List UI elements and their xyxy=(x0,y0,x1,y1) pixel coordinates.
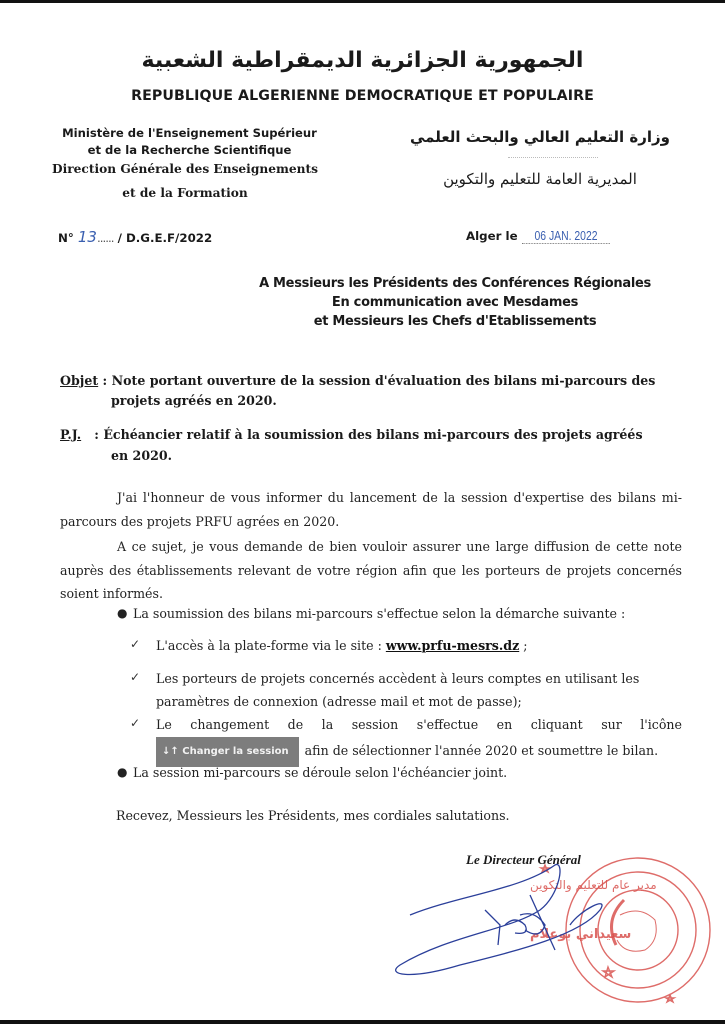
direction-name-line2: et de la Formation xyxy=(122,186,248,200)
bullet-text: La soumission des bilans mi-parcours s'effectue selon la démarche suivante : xyxy=(133,606,626,621)
addressee-line: A Messieurs les Présidents des Conférences Régionales xyxy=(259,276,651,291)
step-change-session: Le changement de la session s'effectue en cliquant sur l'icône xyxy=(156,717,682,732)
bullet-text: La session mi-parcours se déroule selon l'échéancier joint. xyxy=(133,765,508,780)
attachment-text-continued: en 2020. xyxy=(111,448,172,463)
arabic-direction-name: المديرية العامة للتعليم والتكوين xyxy=(443,170,637,188)
subject-text: Note portant ouverture de la session d'évaluation des bilans mi-parcours des xyxy=(111,373,656,388)
addressee-line: et Messieurs les Chefs d'Etablissements xyxy=(313,314,597,329)
step-text: L'accès à la plate-forme via le site : xyxy=(156,638,386,653)
step-text-end: ; xyxy=(519,638,528,653)
platform-link[interactable]: www.prfu-mesrs.dz xyxy=(385,638,520,653)
bullet-icon: ● xyxy=(117,765,128,779)
reference-suffix: / D.G.E.F/2022 xyxy=(117,231,213,245)
seal-star-icon xyxy=(603,967,614,977)
ministry-name-line2: et de la Recherche Scientifique xyxy=(87,143,292,157)
stamp-title-text: مدير عام للتعليم والتكوين xyxy=(530,878,657,892)
reference-prefix: N° xyxy=(58,231,74,245)
scan-top-edge xyxy=(0,0,725,3)
reference-handwritten-number: 13 xyxy=(77,228,97,246)
sort-arrows-icon: ↓↑ xyxy=(162,746,179,757)
letter-date xyxy=(466,228,632,244)
step-access xyxy=(156,634,682,657)
attachment-label: P.J. xyxy=(60,427,82,442)
signatory-title: Le Directeur Général xyxy=(466,852,581,867)
closing-salutation: Recevez, Messieurs les Présidents, mes cordiales salutations. xyxy=(116,808,510,823)
header-divider xyxy=(508,157,598,158)
change-session-label: Changer la session xyxy=(182,746,289,757)
arabic-republic-title: الجمهورية الجزائرية الديمقراطية الشعبية xyxy=(141,48,584,73)
checkmark-icon: ✓ xyxy=(130,670,141,684)
attachment-text: Échéancier relatif à la soumission des bilans mi-parcours des projets agréés xyxy=(103,427,643,442)
step-text: afin de sélectionner l'année 2020 et soumettre le bilan. xyxy=(304,743,659,758)
scan-bottom-edge xyxy=(0,1020,725,1024)
direction-name-line1: Direction Générale des Enseignements xyxy=(52,162,318,176)
step-login: Les porteurs de projets concernés accèdent à leurs comptes en utilisant les paramètres de connexion (adresse mail et mot de passe); xyxy=(156,671,640,709)
republic-title: REPUBLIQUE ALGERIENNE DEMOCRATIQUE ET POPULAIRE xyxy=(131,88,594,104)
addressee-line: En communication avec Mesdames xyxy=(331,295,579,310)
arabic-ministry-name: وزارة التعليم العالي والبحث العلمي xyxy=(409,128,671,146)
reference-dots: ...... xyxy=(96,231,114,245)
subject-label: Objet xyxy=(60,373,99,388)
step-change-session-continued xyxy=(156,737,682,767)
bullet-icon: ● xyxy=(117,606,128,620)
subject-line: Objet : Note portant ouverture de la session d'évaluation des bilans mi-parcours des xyxy=(60,373,656,388)
ministry-name-line1: Ministère de l'Enseignement Supérieur xyxy=(62,126,317,140)
signature-and-stamp xyxy=(380,855,725,1025)
paragraph-intro: J'ai l'honneur de vous informer du lancement de la session d'expertise des bilans mi-parcours des projets PRFU agrées en 2020. xyxy=(60,490,682,529)
date-stamp: 06 JAN. 2022 xyxy=(522,228,610,244)
date-label: Alger le xyxy=(466,229,518,243)
paragraph-request: A ce sujet, je vous demande de bien vouloir assurer une large diffusion de cette note auprès des établissements relevant de votre région afin que les porteurs de projets concernés soient informés. xyxy=(60,539,682,601)
checkmark-icon: ✓ xyxy=(130,637,141,651)
stamp-name-text: سعيداني بوعلام xyxy=(530,927,632,942)
subject-text-continued: projets agréés en 2020. xyxy=(111,393,277,408)
checkmark-icon: ✓ xyxy=(130,716,141,730)
change-session-button[interactable] xyxy=(156,737,299,767)
reference-number xyxy=(58,228,212,246)
attachment-line: P.J. : Échéancier relatif à la soumission des bilans mi-parcours des projets agréés xyxy=(60,427,643,442)
